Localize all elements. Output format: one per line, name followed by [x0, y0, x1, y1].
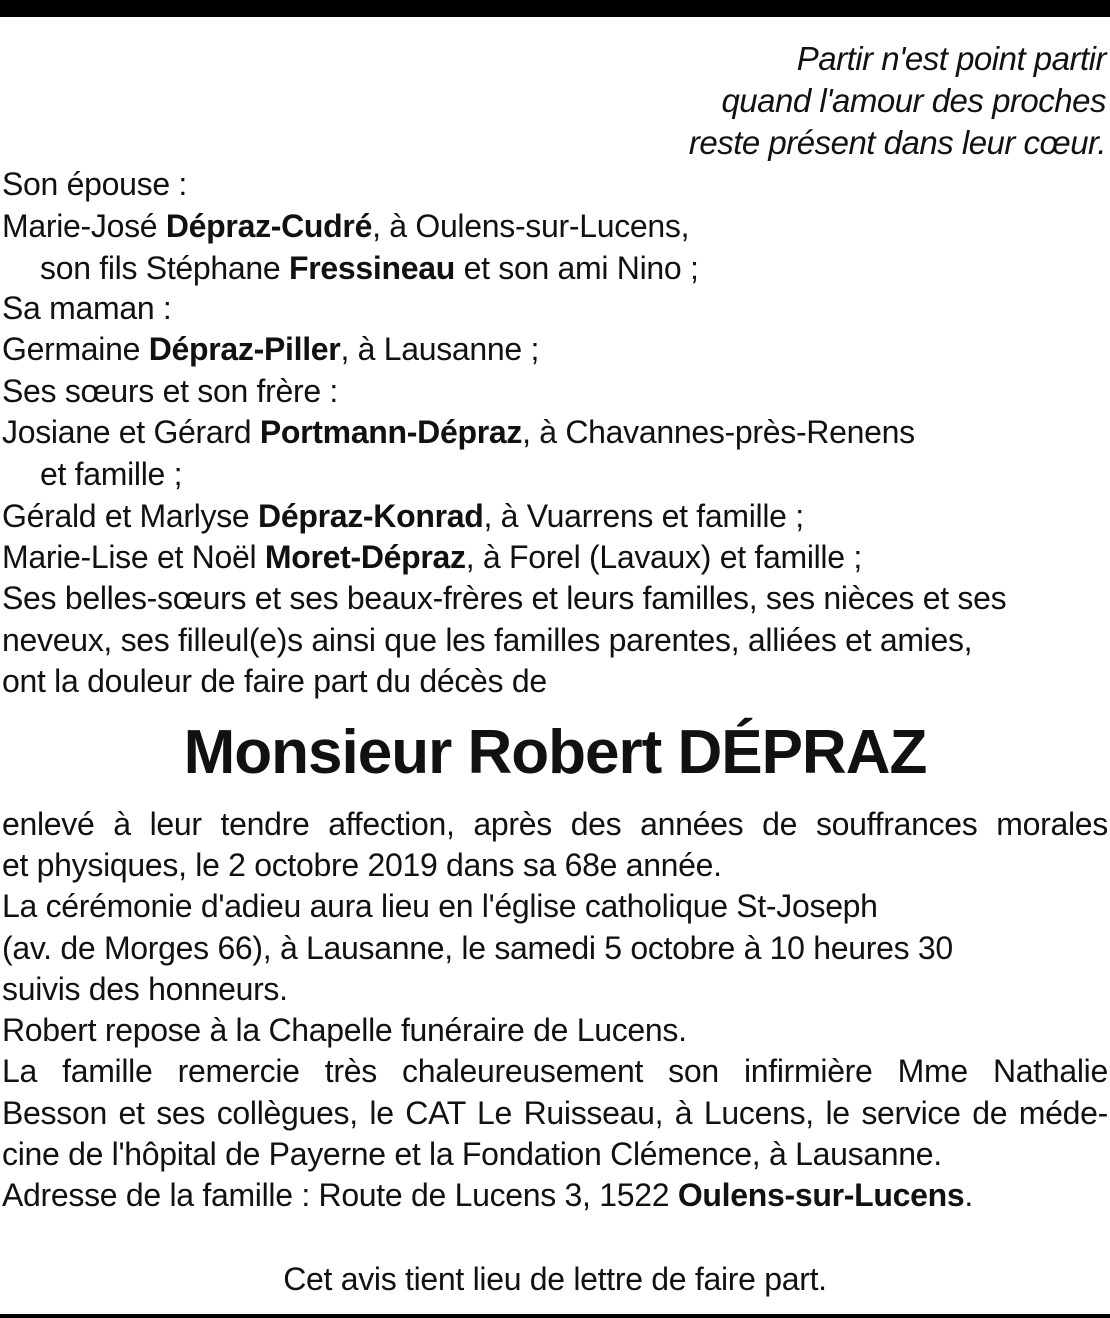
siblings-heading: Ses sœurs et son frère : [2, 373, 339, 409]
closing-note: Cet avis tient lieu de lettre de faire part. [283, 1261, 827, 1297]
surname: Portmann-Dépraz [259, 414, 523, 450]
sibling-line: Gérald et Marlyse Dépraz-Konrad, à Vuarrens et famille ; [2, 498, 804, 534]
bottom-rule [0, 1314, 1110, 1318]
body-line: et physiques, le 2 octobre 2019 dans sa 68e année. [2, 847, 722, 883]
mother-line: Germaine Dépraz-Piller, à Lausanne ; [2, 331, 540, 367]
body-line: enlevé à leur tendre affection, après des années de souffrances morales [2, 806, 1108, 842]
sibling-line-cont: et famille ; [40, 456, 183, 492]
verse-line: quand l'amour des proches [721, 82, 1106, 119]
surname: Dépraz-Piller [148, 331, 341, 367]
relatives-line: Ses belles-sœurs et ses beaux-frères et leurs familles, ses nièces et ses [2, 580, 1007, 616]
body-line: cine de l'hôpital de Payerne et la Fondation Clémence, à Lausanne. [2, 1136, 942, 1172]
verse-line: reste présent dans leur cœur. [688, 124, 1106, 161]
spouse-heading: Son épouse : [2, 166, 187, 202]
surname: Moret-Dépraz [264, 539, 466, 575]
deceased-name: Monsieur Robert DÉPRAZ [183, 718, 927, 787]
mother-heading: Sa maman : [2, 290, 172, 326]
body-line: Robert repose à la Chapelle funéraire de Lucens. [2, 1012, 687, 1048]
epigraph-verse [689, 38, 1106, 164]
top-rule [0, 0, 1110, 17]
family-address: Adresse de la famille : Route de Lucens 3, 1522 Oulens-sur-Lucens. [2, 1177, 973, 1213]
son-line: son fils Stéphane Fressineau et son ami Nino ; [40, 250, 699, 286]
spouse-line: Marie-José Dépraz-Cudré, à Oulens-sur-Lucens, [2, 208, 690, 244]
surname: Dépraz-Konrad [258, 498, 484, 534]
relatives-line: ont la douleur de faire part du décès de [2, 663, 547, 699]
body-line: suivis des honneurs. [2, 971, 288, 1007]
body-line: (av. de Morges 66), à Lausanne, le samedi 5 octobre à 10 heures 30 [2, 930, 953, 966]
sibling-line: Josiane et Gérard Portmann-Dépraz, à Chavannes-près-Renens [2, 414, 915, 450]
relatives-line: neveux, ses filleul(e)s ainsi que les familles parentes, alliées et amies, [2, 622, 973, 658]
body-line: La famille remercie très chaleureusement son infirmière Mme Nathalie [2, 1053, 1108, 1089]
body-line: Besson et ses collègues, le CAT Le Ruisseau, à Lucens, le service de méde- [2, 1095, 1108, 1131]
surname: Dépraz-Cudré [165, 208, 373, 244]
surname: Fressineau [289, 250, 455, 286]
body-line: La cérémonie d'adieu aura lieu en l'église catholique St-Joseph [2, 888, 878, 924]
town: Oulens-sur-Lucens [677, 1177, 965, 1213]
sibling-line: Marie-Lise et Noël Moret-Dépraz, à Forel (Lavaux) et famille ; [2, 539, 862, 575]
verse-line: Partir n'est point partir [796, 40, 1106, 77]
